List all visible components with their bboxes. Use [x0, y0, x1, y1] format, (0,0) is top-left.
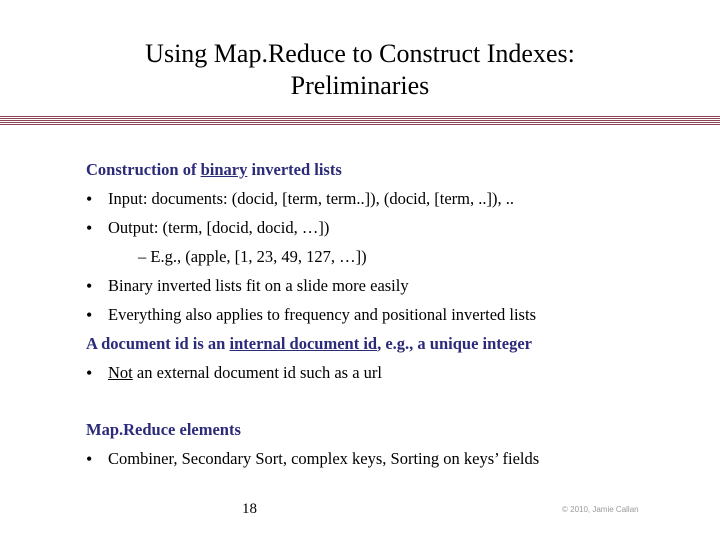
divider-line [0, 120, 720, 121]
divider-line [0, 124, 720, 125]
bullet-text: Output: (term, [docid, docid, …]) [108, 218, 330, 237]
bullet-rest-text: an external document id such as a url [132, 363, 382, 382]
bullet-text: Everything also applies to frequency and positional inverted lists [108, 305, 536, 324]
heading-text: inverted lists [247, 160, 342, 179]
heading-text: Map.Reduce elements [86, 420, 241, 439]
slide-title [0, 38, 720, 102]
section-heading-binary-lists [86, 158, 342, 182]
sub-bullet-text: – E.g., (apple, [1, 23, 49, 127, …]) [138, 247, 367, 266]
bullet-item-output [86, 216, 706, 240]
bullet-text [108, 361, 382, 385]
section-heading-mapreduce-elements [86, 418, 241, 442]
slide-title-line1: Using Map.Reduce to Construct Indexes: [145, 39, 575, 68]
title-divider [0, 116, 720, 125]
bullet-item-not-external [86, 361, 706, 385]
divider-line [0, 116, 720, 117]
sub-bullet-item-example [86, 245, 706, 269]
heading-text: Construction of [86, 160, 201, 179]
divider-line [0, 118, 720, 119]
underlined-text: Not [108, 363, 133, 382]
section-heading-document-id [86, 332, 532, 356]
bullet-icon: • [86, 218, 93, 238]
bullet-icon: • [86, 305, 93, 325]
slide-title-line2: Preliminaries [290, 71, 430, 100]
heading-underlined-text: binary [200, 160, 248, 179]
heading-underlined-text: internal document id [229, 334, 378, 353]
bullet-icon: • [86, 276, 93, 296]
copyright-notice: © 2010, Jamie Callan [562, 505, 639, 514]
bullet-item-combiner [86, 447, 706, 471]
bullet-icon: • [86, 189, 93, 209]
bullet-icon: • [86, 449, 93, 469]
bullet-text: Combiner, Secondary Sort, complex keys, Sorting on keys’ fields [108, 449, 540, 468]
heading-text: , e.g., a unique integer [377, 334, 533, 353]
bullet-text: Input: documents: (docid, [term, term..]), (docid, [term, ..]), .. [108, 189, 514, 208]
bullet-icon: • [86, 363, 93, 383]
bullet-item-input [86, 187, 706, 211]
divider-line [0, 122, 720, 123]
bullet-item-applies [86, 303, 706, 327]
heading-text: A document id is an [86, 334, 230, 353]
bullet-text: Binary inverted lists fit on a slide more easily [108, 276, 409, 295]
bullet-item-binary-fit [86, 274, 706, 298]
page-number: 18 [242, 501, 257, 517]
